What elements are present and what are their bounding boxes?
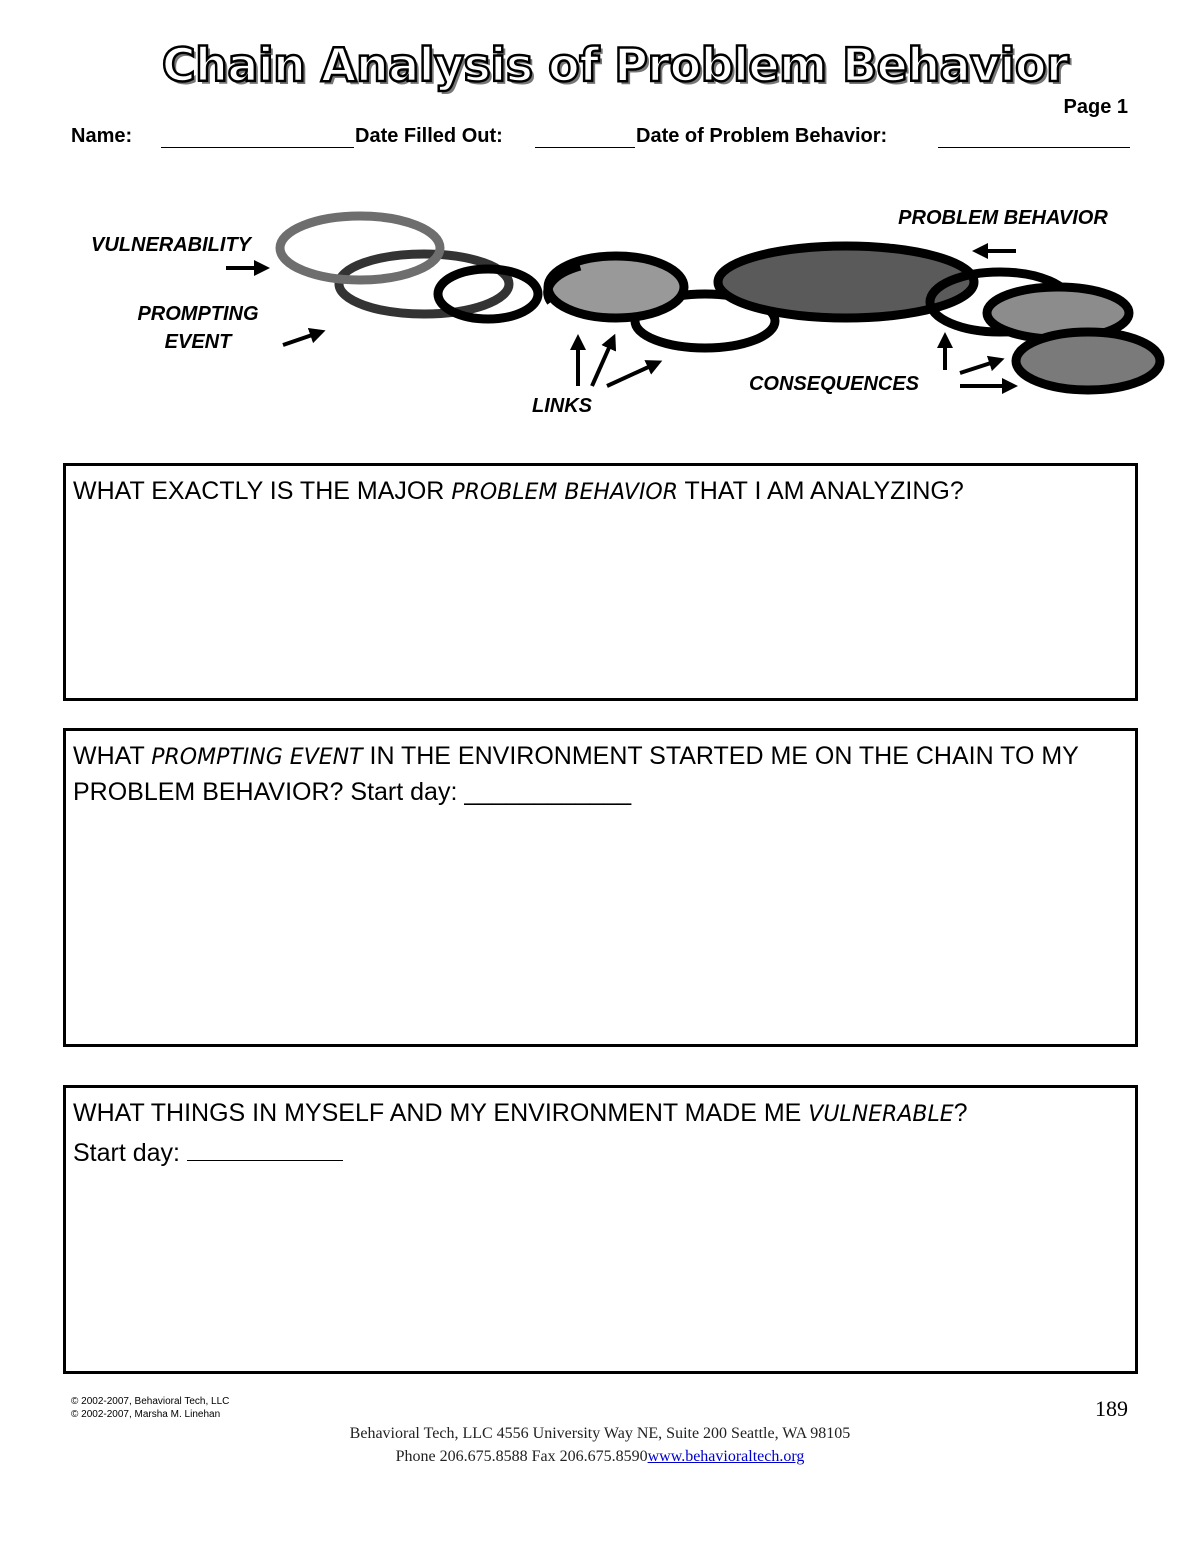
copyright-line-1: © 2002-2007, Behavioral Tech, LLC — [71, 1396, 230, 1407]
page-number: 189 — [1095, 1396, 1128, 1421]
consequences-label: CONSEQUENCES — [748, 373, 920, 395]
problem-behavior-question: WHAT EXACTLY IS THE MAJOR PROBLEM BEHAVIOR THAT I AM ANALYZING? — [73, 477, 964, 505]
date-problem-field-line[interactable] — [938, 147, 1130, 148]
vulnerability-start-day-line[interactable] — [187, 1132, 343, 1161]
vulnerability-box[interactable] — [63, 1085, 1138, 1374]
problem-behavior-box[interactable] — [63, 463, 1138, 701]
date-filled-field-line[interactable] — [535, 147, 635, 148]
vulnerability-ring — [280, 216, 440, 280]
consequence-ellipse-2 — [1016, 332, 1160, 390]
name-field-line[interactable] — [161, 147, 354, 148]
page-title: Chain Analysis of Problem Behavior — [161, 38, 1069, 92]
footer-phone-fax: Phone 206.675.8588 Fax 206.675.8590 — [395, 1448, 648, 1465]
copyright-line-2: © 2002-2007, Marsha M. Linehan — [71, 1409, 221, 1420]
prompting-event-box[interactable] — [63, 728, 1138, 1047]
page-label: Page 1 — [1063, 96, 1128, 118]
date-problem-label: Date of Problem Behavior: — [636, 125, 888, 147]
prompting-event-question: WHAT PROMPTING EVENT IN THE ENVIRONMENT STARTED ME ON THE CHAIN TO MY PROBLEM BEHAVIOR? Start day: ____________ — [73, 742, 1079, 806]
prompting-event-arrow — [283, 333, 318, 345]
footer-contact — [0, 1445, 1200, 1468]
consequences-arrow-2 — [960, 361, 997, 373]
name-label: Name: — [71, 125, 133, 147]
problem-behavior-label: PROBLEM BEHAVIOR — [898, 207, 1108, 229]
date-filled-label: Date Filled Out: — [355, 125, 503, 147]
links-label: LINKS — [532, 395, 592, 417]
footer-address: Behavioral Tech, LLC 4556 University Way NE, Suite 200 Seattle, WA 98105 — [349, 1425, 851, 1442]
vulnerability-label: VULNERABILITY — [91, 234, 251, 256]
prompting-event-label: PROMPTING EVENT — [137, 303, 259, 353]
vulnerability-question: WHAT THINGS IN MYSELF AND MY ENVIRONMENT MADE ME VULNERABLE? Start day: — [73, 1099, 968, 1167]
chain-link-2 — [438, 269, 538, 319]
links-arrow-3 — [607, 364, 655, 386]
website-link[interactable]: www.behavioraltech.org — [647, 1448, 805, 1465]
links-arrow-2 — [592, 341, 612, 386]
